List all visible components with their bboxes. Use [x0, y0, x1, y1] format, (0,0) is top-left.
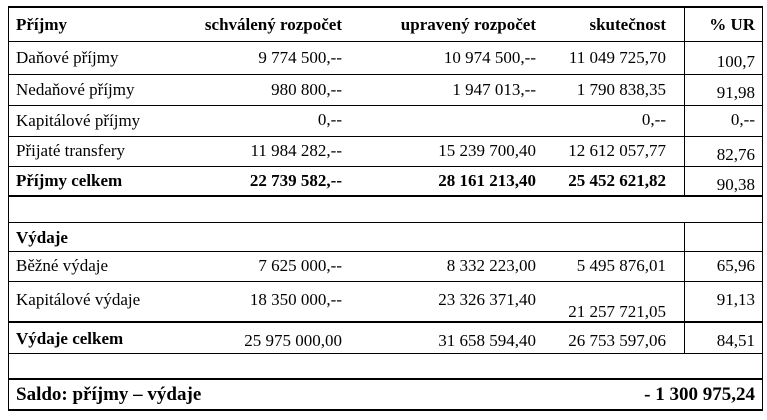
- rule: [8, 378, 763, 380]
- row-pct: 82,76: [716, 145, 755, 164]
- row-adjusted: 1 947 013,--: [452, 80, 536, 99]
- header-approved: schválený rozpočet: [204, 15, 342, 34]
- row-actual: 12 612 057,77: [568, 141, 666, 160]
- saldo-value: - 1 300 975,24: [644, 384, 755, 405]
- row-pct: 91,98: [716, 83, 755, 102]
- header-adjusted: upravený rozpočet: [400, 15, 536, 34]
- rule: [684, 6, 685, 196]
- income-total-adjusted: 28 161 213,40: [438, 171, 536, 190]
- row-label: Kapitálové výdaje: [16, 290, 141, 309]
- row-label: Nedaňové příjmy: [16, 80, 135, 99]
- row-approved: 980 800,--: [271, 80, 342, 99]
- income-total-approved: 22 739 582,--: [249, 171, 342, 190]
- header-actual: skutečnost: [589, 15, 666, 34]
- expense-total-pct: 84,51: [716, 331, 755, 350]
- header-pct: % UR: [709, 15, 755, 34]
- income-total-actual: 25 452 621,82: [568, 171, 666, 190]
- income-total-pct: 90,38: [716, 175, 755, 194]
- row-label: Kapitálové příjmy: [16, 111, 141, 130]
- row-pct: 100,7: [716, 52, 755, 71]
- rule: [8, 195, 763, 197]
- row-approved: 7 625 000,--: [258, 256, 342, 275]
- header-label: Příjmy: [16, 15, 67, 34]
- row-approved: 18 350 000,--: [249, 290, 342, 309]
- row-actual: 0,--: [641, 110, 666, 129]
- saldo-label: Saldo: příjmy – výdaje: [16, 384, 202, 405]
- row-label: Přijaté transfery: [16, 141, 126, 160]
- rule: [8, 166, 763, 167]
- row-adjusted: 23 326 371,40: [438, 290, 536, 309]
- row-actual: 1 790 838,35: [576, 80, 666, 99]
- rule: [8, 74, 763, 75]
- rule: [8, 281, 763, 282]
- expense-total-approved: 25 975 000,00: [244, 331, 342, 350]
- rule: [8, 409, 763, 411]
- rule: [8, 136, 763, 137]
- rule: [684, 222, 685, 353]
- row-actual: 5 495 876,01: [576, 256, 666, 275]
- expense-total-label: Výdaje celkem: [16, 329, 124, 348]
- rule: [8, 222, 763, 223]
- income-total-label: Příjmy celkem: [16, 171, 123, 190]
- row-adjusted: 15 239 700,40: [438, 141, 536, 160]
- budget-table: [8, 6, 763, 411]
- row-label: Běžné výdaje: [16, 256, 109, 275]
- row-pct: 0,--: [730, 110, 755, 129]
- row-pct: 65,96: [716, 256, 755, 275]
- rule: [8, 353, 763, 354]
- expense-total-adjusted: 31 658 594,40: [438, 331, 536, 350]
- row-actual: 11 049 725,70: [568, 48, 666, 67]
- rule: [8, 251, 763, 252]
- row-actual: 21 257 721,05: [568, 302, 666, 321]
- row-label: Daňové příjmy: [16, 48, 119, 67]
- row-adjusted: 10 974 500,--: [443, 48, 536, 67]
- row-approved: 9 774 500,--: [258, 48, 342, 67]
- rule: [8, 105, 763, 106]
- row-adjusted: 8 332 223,00: [446, 256, 536, 275]
- rule: [8, 6, 763, 8]
- expense-section-title: Výdaje: [16, 228, 68, 247]
- rule: [8, 41, 763, 42]
- row-approved: 11 984 282,--: [250, 141, 342, 160]
- expense-total-actual: 26 753 597,06: [568, 331, 666, 350]
- row-approved: 0,--: [317, 110, 342, 129]
- row-pct: 91,13: [716, 290, 755, 309]
- rule: [8, 6, 9, 411]
- rule: [762, 6, 763, 411]
